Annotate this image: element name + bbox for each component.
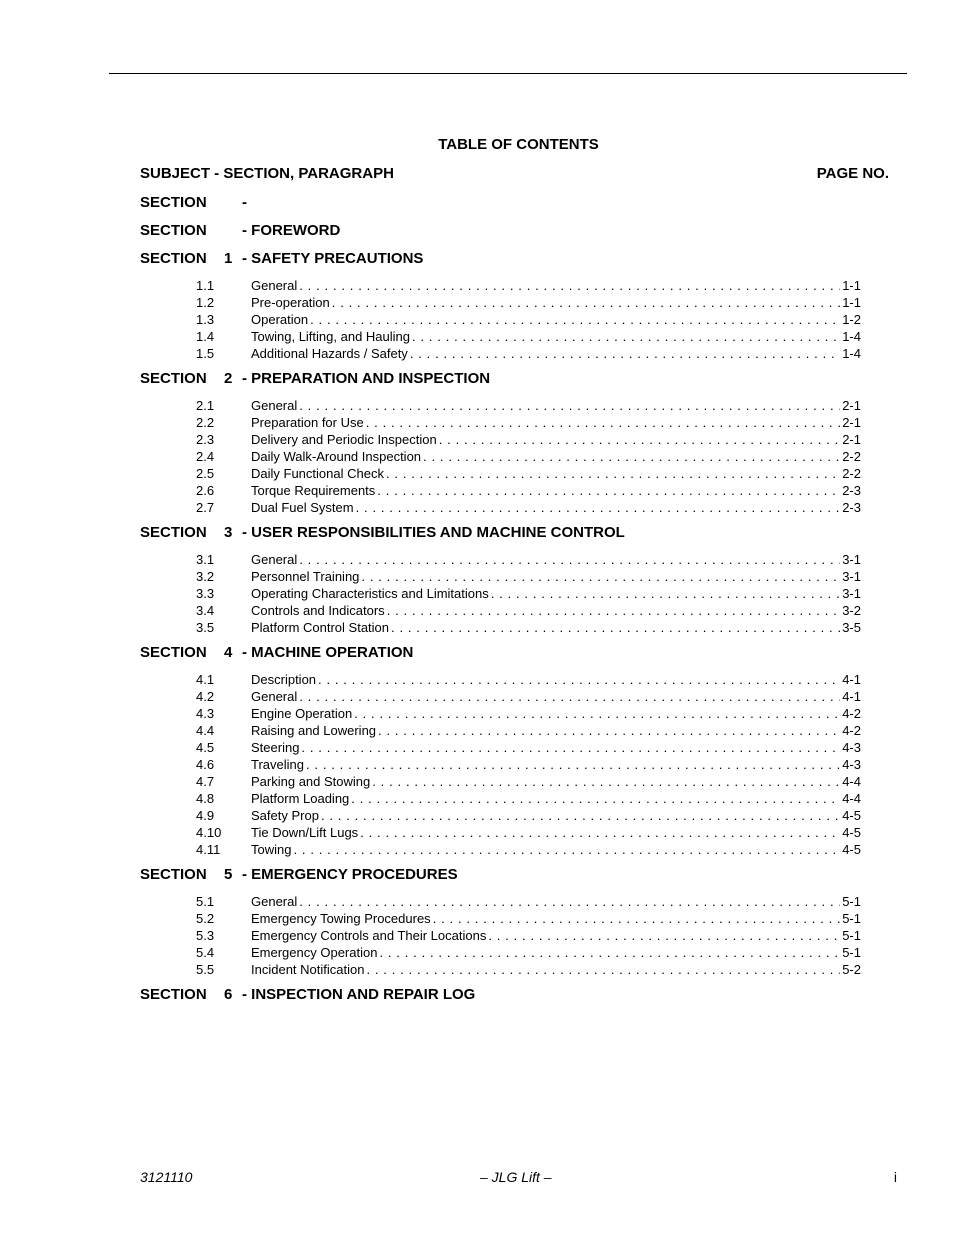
entry-title: Traveling	[251, 757, 304, 772]
entry-number: 4.9	[196, 808, 215, 823]
dot-leader	[299, 893, 840, 910]
toc-entry[interactable]	[140, 619, 889, 636]
entry-number: 4.4	[196, 723, 215, 738]
entry-title: General	[251, 398, 298, 413]
entry-title: Steering	[251, 740, 300, 755]
entry-number: 4.6	[196, 757, 215, 772]
entry-page: 4-5	[842, 825, 861, 840]
entry-number: 4.11	[196, 842, 221, 857]
entry-title: Daily Functional Check	[251, 466, 384, 481]
entry-number: 2.6	[196, 483, 215, 498]
entry-list	[140, 893, 889, 978]
entry-number: 5.2	[196, 911, 215, 926]
toc-entry[interactable]	[140, 482, 889, 499]
entry-page: 1-2	[842, 312, 861, 327]
section-heading[interactable]	[140, 222, 889, 240]
entry-page: 4-3	[842, 757, 861, 772]
dot-leader	[299, 688, 840, 705]
dot-leader	[366, 961, 840, 978]
toc-entry[interactable]	[140, 414, 889, 431]
entry-page: 2-2	[842, 466, 861, 481]
dot-leader	[354, 705, 840, 722]
entry-page: 4-2	[842, 723, 861, 738]
entry-page: 4-4	[842, 791, 861, 806]
dot-leader	[377, 482, 840, 499]
entry-title: General	[251, 689, 298, 704]
column-header-row	[140, 165, 889, 183]
section-word: SECTION	[140, 644, 207, 661]
section-number: 2	[224, 370, 233, 387]
toc-entry[interactable]	[140, 893, 889, 910]
toc-entry[interactable]	[140, 345, 889, 362]
entry-number: 1.2	[196, 295, 215, 310]
toc-entry[interactable]	[140, 705, 889, 722]
entry-number: 2.3	[196, 432, 215, 447]
entry-page: 5-2	[842, 962, 861, 977]
section-heading[interactable]	[140, 250, 889, 268]
dot-leader	[372, 773, 840, 790]
dot-leader	[387, 602, 840, 619]
entry-page: 5-1	[842, 911, 861, 926]
section-heading[interactable]	[140, 986, 889, 1004]
toc-entry[interactable]	[140, 551, 889, 568]
entry-number: 1.1	[196, 278, 215, 293]
toc-entry[interactable]	[140, 756, 889, 773]
entry-page: 1-4	[842, 346, 861, 361]
entry-page: 1-1	[842, 278, 861, 293]
entry-title: Incident Notification	[251, 962, 365, 977]
toc-entry[interactable]	[140, 277, 889, 294]
entry-page: 1-1	[842, 295, 861, 310]
entry-number: 4.7	[196, 774, 215, 789]
doc-number: 3121110	[140, 1169, 193, 1185]
toc-entry[interactable]	[140, 499, 889, 516]
dot-leader	[310, 311, 840, 328]
entry-number: 3.5	[196, 620, 215, 635]
toc-entry[interactable]	[140, 311, 889, 328]
entry-list	[140, 397, 889, 516]
entry-page: 3-1	[842, 552, 861, 567]
dot-leader	[318, 671, 840, 688]
entry-number: 4.3	[196, 706, 215, 721]
entry-number: 1.3	[196, 312, 215, 327]
entry-number: 3.4	[196, 603, 215, 618]
dot-leader	[301, 739, 840, 756]
entry-page: 4-4	[842, 774, 861, 789]
section-word: SECTION	[140, 250, 207, 267]
toc-entry[interactable]	[140, 431, 889, 448]
dot-leader	[293, 841, 840, 858]
entry-title: Daily Walk-Around Inspection	[251, 449, 422, 464]
section-word: SECTION	[140, 194, 207, 211]
entry-page: 4-5	[842, 808, 861, 823]
section-title: - FOREWORD	[242, 222, 341, 239]
entry-title: Description	[251, 672, 317, 687]
entry-page: 4-5	[842, 842, 861, 857]
section-number: 5	[224, 866, 233, 883]
entry-list	[140, 277, 889, 362]
toc-entry[interactable]	[140, 910, 889, 927]
toc-entry[interactable]	[140, 927, 889, 944]
entry-number: 1.5	[196, 346, 215, 361]
entry-number: 2.4	[196, 449, 215, 464]
dot-leader	[488, 927, 840, 944]
entry-page: 3-5	[842, 620, 861, 635]
dot-leader	[491, 585, 840, 602]
entry-page: 5-1	[842, 928, 861, 943]
section-heading[interactable]	[140, 866, 889, 884]
toc-entry[interactable]	[140, 824, 889, 841]
dot-leader	[299, 397, 840, 414]
toc-entry[interactable]	[140, 328, 889, 345]
entry-page: 4-3	[842, 740, 861, 755]
entry-number: 2.1	[196, 398, 215, 413]
entry-title: General	[251, 278, 298, 293]
entry-title: Parking and Stowing	[251, 774, 371, 789]
section-word: SECTION	[140, 866, 207, 883]
toc-entry[interactable]	[140, 961, 889, 978]
dot-leader	[321, 807, 840, 824]
toc-title: TABLE OF CONTENTS	[438, 136, 599, 153]
toc-entry[interactable]	[140, 568, 889, 585]
dot-leader	[299, 551, 840, 568]
section-heading[interactable]	[140, 194, 889, 212]
section-word: SECTION	[140, 222, 207, 239]
section-number	[215, 194, 242, 212]
section-word: SECTION	[140, 370, 207, 387]
section-number	[215, 222, 242, 240]
entry-list	[140, 671, 889, 858]
toc-entry[interactable]	[140, 585, 889, 602]
section-heading[interactable]	[140, 644, 889, 662]
entry-page: 4-1	[842, 689, 861, 704]
entry-page: 4-2	[842, 706, 861, 721]
section-title: - SAFETY PRECAUTIONS	[242, 250, 424, 267]
entry-title: Towing	[251, 842, 292, 857]
dot-leader	[332, 294, 840, 311]
toc-entry[interactable]	[140, 397, 889, 414]
section-heading[interactable]	[140, 524, 889, 542]
toc-entry[interactable]	[140, 790, 889, 807]
entry-title: General	[251, 894, 298, 909]
section-word: SECTION	[140, 524, 207, 541]
entry-title: Platform Control Station	[251, 620, 390, 635]
entry-list	[140, 551, 889, 636]
dot-leader	[423, 448, 840, 465]
toc-entry[interactable]	[140, 688, 889, 705]
entry-title: Dual Fuel System	[251, 500, 354, 515]
entry-title: Additional Hazards / Safety	[251, 346, 408, 361]
page-label: PAGE NO.	[816, 165, 889, 182]
section-title: - EMERGENCY PROCEDURES	[242, 866, 458, 883]
toc-entry[interactable]	[140, 944, 889, 961]
entry-number: 5.4	[196, 945, 215, 960]
toc-entry[interactable]	[140, 671, 889, 688]
entry-page: 2-1	[842, 398, 861, 413]
entry-title: Towing, Lifting, and Hauling	[251, 329, 410, 344]
entry-title: Emergency Towing Procedures	[251, 911, 431, 926]
entry-number: 5.5	[196, 962, 215, 977]
entry-page: 2-3	[842, 500, 861, 515]
toc-entry[interactable]	[140, 722, 889, 739]
entry-number: 5.3	[196, 928, 215, 943]
entry-title: Tie Down/Lift Lugs	[251, 825, 359, 840]
entry-title: Engine Operation	[251, 706, 353, 721]
section-title: - INSPECTION AND REPAIR LOG	[242, 986, 476, 1003]
header-rule	[109, 73, 907, 74]
section-word: SECTION	[140, 986, 207, 1003]
entry-number: 5.1	[196, 894, 215, 909]
entry-number: 2.7	[196, 500, 215, 515]
entry-number: 3.3	[196, 586, 215, 601]
dot-leader	[439, 431, 840, 448]
dot-leader	[306, 756, 840, 773]
entry-title: Torque Requirements	[251, 483, 376, 498]
entry-number: 4.8	[196, 791, 215, 806]
dot-leader	[433, 910, 840, 927]
toc-entry[interactable]	[140, 739, 889, 756]
dot-leader	[366, 414, 840, 431]
entry-number: 2.2	[196, 415, 215, 430]
section-number: 1	[224, 250, 233, 267]
section-number: 4	[224, 644, 233, 661]
section-number: 6	[224, 986, 233, 1003]
entry-page: 5-1	[842, 894, 861, 909]
footer-brand: – JLG Lift –	[480, 1169, 552, 1185]
subject-label: SUBJECT - SECTION, PARAGRAPH	[140, 165, 394, 182]
entry-page: 3-1	[842, 569, 861, 584]
entry-title: Operating Characteristics and Limitations	[251, 586, 489, 601]
entry-page: 2-2	[842, 449, 861, 464]
entry-number: 4.5	[196, 740, 215, 755]
section-title: -	[242, 194, 247, 211]
dot-leader	[360, 824, 840, 841]
entry-number: 1.4	[196, 329, 215, 344]
dot-leader	[356, 499, 840, 516]
entry-title: Controls and Indicators	[251, 603, 385, 618]
toc-entry[interactable]	[140, 465, 889, 482]
entry-title: General	[251, 552, 298, 567]
entry-number: 3.2	[196, 569, 215, 584]
entry-number: 4.1	[196, 672, 215, 687]
toc-entry[interactable]	[140, 807, 889, 824]
dot-leader	[351, 790, 840, 807]
dot-leader	[299, 277, 840, 294]
entry-number: 4.2	[196, 689, 215, 704]
entry-number: 2.5	[196, 466, 215, 481]
dot-leader	[391, 619, 840, 636]
entry-title: Platform Loading	[251, 791, 350, 806]
entry-title: Delivery and Periodic Inspection	[251, 432, 437, 447]
dot-leader	[412, 328, 840, 345]
dot-leader	[361, 568, 840, 585]
entry-page: 2-1	[842, 415, 861, 430]
section-title: - USER RESPONSIBILITIES AND MACHINE CONTROL	[242, 524, 625, 541]
dot-leader	[378, 722, 840, 739]
table-of-contents	[140, 136, 889, 1014]
entry-page: 1-4	[842, 329, 861, 344]
section-heading[interactable]	[140, 370, 889, 388]
entry-page: 3-1	[842, 586, 861, 601]
entry-number: 4.10	[196, 825, 222, 840]
dot-leader	[410, 345, 840, 362]
toc-entry[interactable]	[140, 294, 889, 311]
entry-title: Raising and Lowering	[251, 723, 377, 738]
entry-title: Emergency Controls and Their Locations	[251, 928, 487, 943]
entry-page: 3-2	[842, 603, 861, 618]
sections-list	[140, 194, 889, 1004]
entry-title: Preparation for Use	[251, 415, 364, 430]
section-title: - PREPARATION AND INSPECTION	[242, 370, 491, 387]
entry-title: Pre-operation	[251, 295, 330, 310]
dot-leader	[379, 944, 840, 961]
entry-page: 4-1	[842, 672, 861, 687]
dot-leader	[386, 465, 840, 482]
page-number: i	[893, 1169, 897, 1185]
entry-page: 2-3	[842, 483, 861, 498]
section-title: - MACHINE OPERATION	[242, 644, 414, 661]
entry-title: Operation	[251, 312, 309, 327]
entry-page: 2-1	[842, 432, 861, 447]
entry-title: Emergency Operation	[251, 945, 378, 960]
toc-entry[interactable]	[140, 602, 889, 619]
toc-entry[interactable]	[140, 841, 889, 858]
entry-title: Safety Prop	[251, 808, 319, 823]
section-number: 3	[224, 524, 233, 541]
entry-page: 5-1	[842, 945, 861, 960]
entry-number: 3.1	[196, 552, 215, 567]
toc-entry[interactable]	[140, 448, 889, 465]
toc-entry[interactable]	[140, 773, 889, 790]
entry-title: Personnel Training	[251, 569, 360, 584]
